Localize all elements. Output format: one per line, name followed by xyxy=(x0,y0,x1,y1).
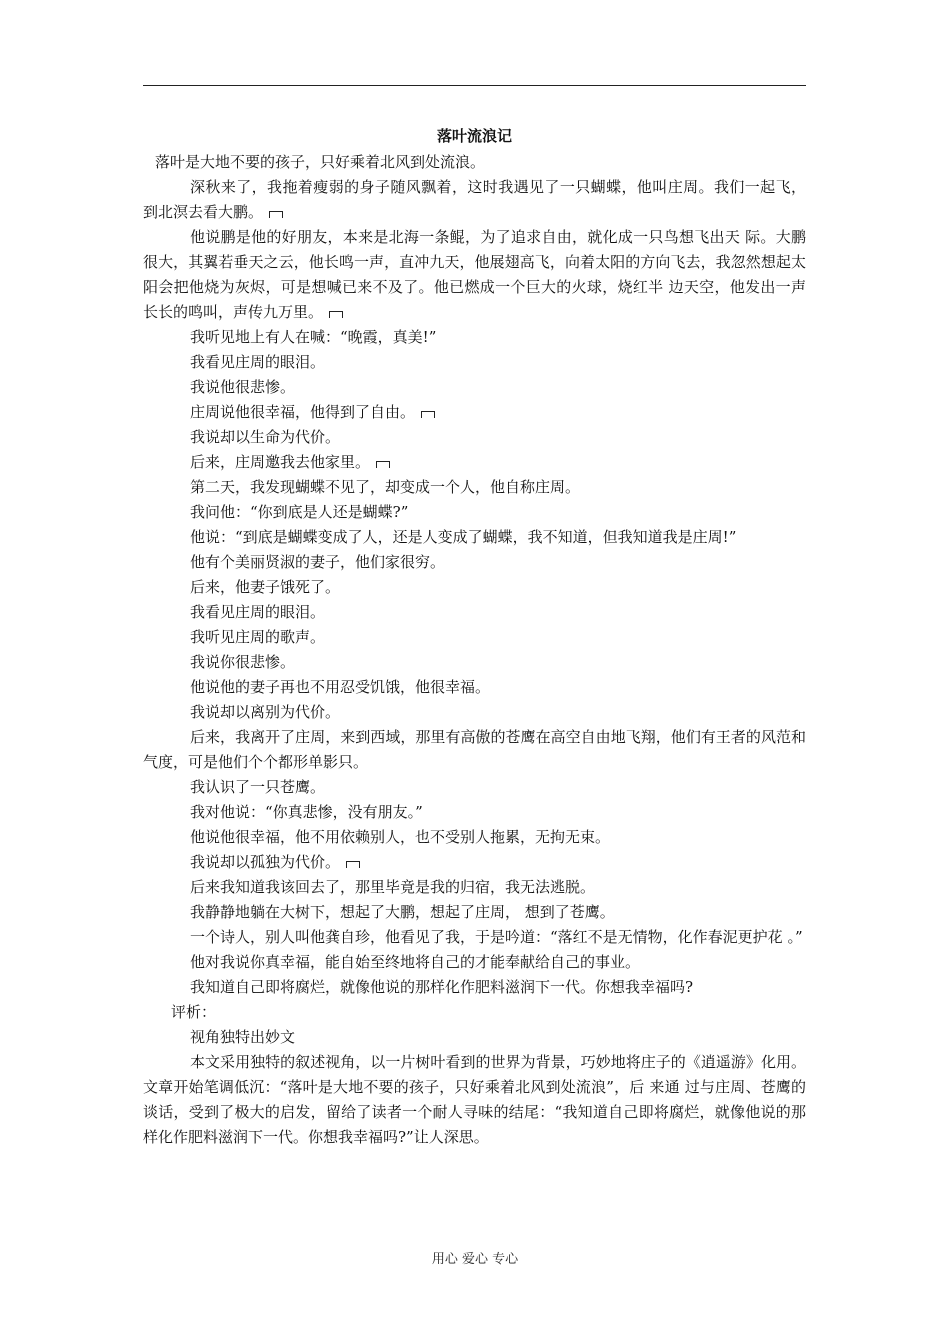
paragraph-text: 后来，他妻子饿死了。 xyxy=(190,578,341,596)
paragraph-text: 视角独特出妙文 xyxy=(190,1028,296,1046)
paragraph-text: 我问他：“你到底是人还是蝴蝶?” xyxy=(190,503,409,521)
paragraph xyxy=(143,400,806,425)
paragraph xyxy=(143,925,806,950)
paragraph-text: 评析： xyxy=(171,1003,217,1021)
revision-mark-icon xyxy=(346,861,360,868)
paragraph xyxy=(143,675,806,700)
paragraph xyxy=(143,800,806,825)
paragraph-text: 我说却以离别为代价。 xyxy=(190,703,341,721)
paragraph xyxy=(143,725,806,775)
paragraph-text: 我说他很悲惨。 xyxy=(190,378,296,396)
revision-mark-icon xyxy=(329,311,343,318)
paragraph-text: 后来，我离开了庄周，来到西域，那里有高傲的苍鹰在高空自由地飞翔，他们有王者的风范和气度，可是他们个个都形单影只。 xyxy=(143,728,806,771)
paragraph xyxy=(143,600,806,625)
paragraph-text: 他说：“到底是蝴蝶变成了人，还是人变成了蝴蝶，我不知道，但我知道我是庄周!” xyxy=(190,528,737,546)
document-body xyxy=(143,126,806,1150)
paragraph-text: 我听见庄周的歌声。 xyxy=(190,628,326,646)
header-rule xyxy=(143,85,806,86)
paragraph xyxy=(143,375,806,400)
paragraph-text: 我对他说：“你真悲惨，没有朋友。” xyxy=(190,803,423,821)
paragraph xyxy=(143,475,806,500)
paragraph xyxy=(143,150,806,175)
paragraph-text: 他说他的妻子再也不用忍受饥饿，他很幸福。 xyxy=(190,678,491,696)
paragraph xyxy=(143,900,806,925)
paragraph xyxy=(143,425,806,450)
paragraph-text: 我静静地躺在大树下，想起了大鹏，想起了庄周， 想到了苍鹰。 xyxy=(190,903,615,921)
paragraph-text: 我认识了一只苍鹰。 xyxy=(190,778,326,796)
paragraph xyxy=(143,1050,806,1150)
paragraph-text: 后来，庄周邀我去他家里。 xyxy=(190,453,371,471)
paragraph xyxy=(143,650,806,675)
paragraph xyxy=(143,175,806,225)
paragraph-text: 深秋来了，我拖着瘦弱的身子随风飘着，这时我遇见了一只蝴蝶，他叫庄周。我们一起飞， 到北溟去看大鹏。 xyxy=(143,178,806,221)
paragraph-text: 后来我知道我该回去了，那里毕竟是我的归宿，我无法逃脱。 xyxy=(190,878,596,896)
revision-mark-icon xyxy=(376,461,390,468)
paragraph-text: 第二天，我发现蝴蝶不见了，却变成一个人，他自称庄周。 xyxy=(190,478,581,496)
paragraph-text: 他对我说你真幸福，能自始至终地将自己的才能奉献给自己的事业。 xyxy=(190,953,641,971)
paragraph xyxy=(143,500,806,525)
paragraph xyxy=(143,575,806,600)
paragraph-text: 我说却以孤独为代价。 xyxy=(190,853,341,871)
paragraph xyxy=(143,525,806,550)
paragraph xyxy=(143,825,806,850)
paragraph-text: 我听见地上有人在喊：“晚霞，真美!” xyxy=(190,328,437,346)
commentary-label xyxy=(143,1000,806,1025)
commentary-heading xyxy=(143,1025,806,1050)
paragraph xyxy=(143,625,806,650)
paragraph-text: 一个诗人，别人叫他龚自珍，他看见了我，于是吟道：“落红不是无情物，化作春泥更护花 。” xyxy=(190,928,803,946)
paragraph xyxy=(143,975,806,1000)
paragraph-text: 落叶是大地不要的孩子，只好乘着北风到处流浪。 xyxy=(155,153,486,171)
paragraph-text: 他说他很幸福，他不用依赖别人，也不受别人拖累，无拘无束。 xyxy=(190,828,611,846)
page-footer: 用心 爱心 专心 xyxy=(431,1252,519,1267)
paragraph-text: 他有个美丽贤淑的妻子，他们家很穷。 xyxy=(190,553,446,571)
paragraph xyxy=(143,700,806,725)
paragraph-text: 我说你很悲惨。 xyxy=(190,653,296,671)
paragraph-text: 我说却以生命为代价。 xyxy=(190,428,341,446)
paragraph xyxy=(143,550,806,575)
paragraph-text: 庄周说他很幸福，他得到了自由。 xyxy=(190,403,416,421)
revision-mark-icon xyxy=(269,211,283,218)
paragraph xyxy=(143,325,806,350)
paragraph xyxy=(143,450,806,475)
paragraph xyxy=(143,225,806,325)
paragraph-text: 他说鹏是他的好朋友，本来是北海一条鲲，为了追求自由，就化成一只鸟想飞出天 际。大鹏很大，其翼若垂天之云，他长鸣一声，直冲九天，他展翅高飞，向着太阳的方向飞去，我忽然想起太阳会把他烧为灰烬，可是想喊已来不及了。他已燃成一个巨大的火球，烧红半 边天空，他发出一声长长的鸣叫，声传九万里。 xyxy=(143,228,806,321)
paragraph xyxy=(143,775,806,800)
paragraph-text: 我看见庄周的眼泪。 xyxy=(190,603,326,621)
paragraph xyxy=(143,875,806,900)
paragraph-text: 我看见庄周的眼泪。 xyxy=(190,353,326,371)
paragraph xyxy=(143,950,806,975)
paragraph-text: 本文采用独特的叙述视角，以一片树叶看到的世界为背景，巧妙地将庄子的《逍遥游》化用。文章开始笔调低沉：“落叶是大地不要的孩子，只好乘着北风到处流浪”，后 来通 过与庄周、苍鹰的谈话，受到了极大的启发，留给了读者一个耐人寻味的结尾：“我知道自己即将腐烂，就像他说的那样化作肥料滋润下一代。你想我幸福吗?”让人深思。 xyxy=(143,1053,806,1146)
paragraph-text: 我知道自己即将腐烂，就像他说的那样化作肥料滋润下一代。你想我幸福吗? xyxy=(190,978,694,996)
document-title: 落叶流浪记 xyxy=(436,127,512,145)
revision-mark-icon xyxy=(421,411,435,418)
paragraph xyxy=(143,850,806,875)
paragraph xyxy=(143,350,806,375)
